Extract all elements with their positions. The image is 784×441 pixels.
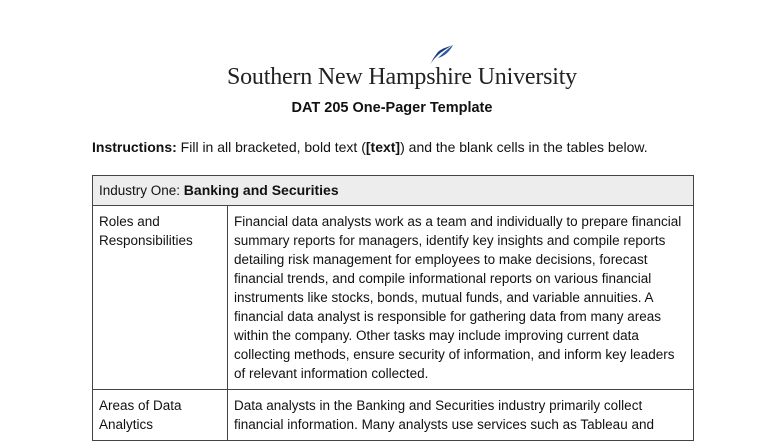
instructions-text-before: Fill in all bracketed, bold text ( <box>176 139 366 155</box>
university-logo <box>0 44 784 90</box>
table-row <box>93 390 694 441</box>
row-label-cell <box>93 390 228 441</box>
row-content-cell <box>228 206 694 390</box>
row-label: Analytics <box>99 417 154 432</box>
industry-label: Industry One: <box>99 183 184 198</box>
quill-icon <box>428 44 454 66</box>
row-content: Financial data analysts work as a team and individually to prepare financial summary reports for managers, identify key insights and compile reports detailing risk management for employees to make decisions, forecast financial trends, and compile informational reports on various financial instruments like stocks, bonds, mutual funds, and variable annuities. A financial data analyst is responsible for gathering data from many areas within the company. Other tasks may include improving current data collecting methods, ensure security of information, and inform key leaders of relevant information collected. <box>234 214 682 381</box>
industry-name: Banking and Securities <box>183 182 339 198</box>
instructions-bracket-text: [text] <box>365 139 401 155</box>
page-title: DAT 205 One-Pager Template <box>291 100 493 116</box>
instructions-text-after: ) and the blank cells in the tables below. <box>400 139 648 155</box>
row-label-cell <box>93 206 228 390</box>
row-content-cell <box>228 390 694 441</box>
row-label: Responsibilities <box>99 233 193 248</box>
row-label: Roles and <box>99 214 160 229</box>
instructions <box>92 139 648 155</box>
industry-table <box>92 175 694 441</box>
table-header-row <box>93 176 694 206</box>
row-content: Data analysts in the Banking and Securities industry primarily collect financial information. Many analysts use services such as Tableau and <box>234 398 654 432</box>
table-row <box>93 206 694 390</box>
table-header-cell <box>93 176 694 206</box>
logo-text: Southern New Hampshire University <box>226 64 577 90</box>
row-label: Areas of Data <box>99 398 182 413</box>
instructions-label: Instructions: <box>92 139 177 155</box>
